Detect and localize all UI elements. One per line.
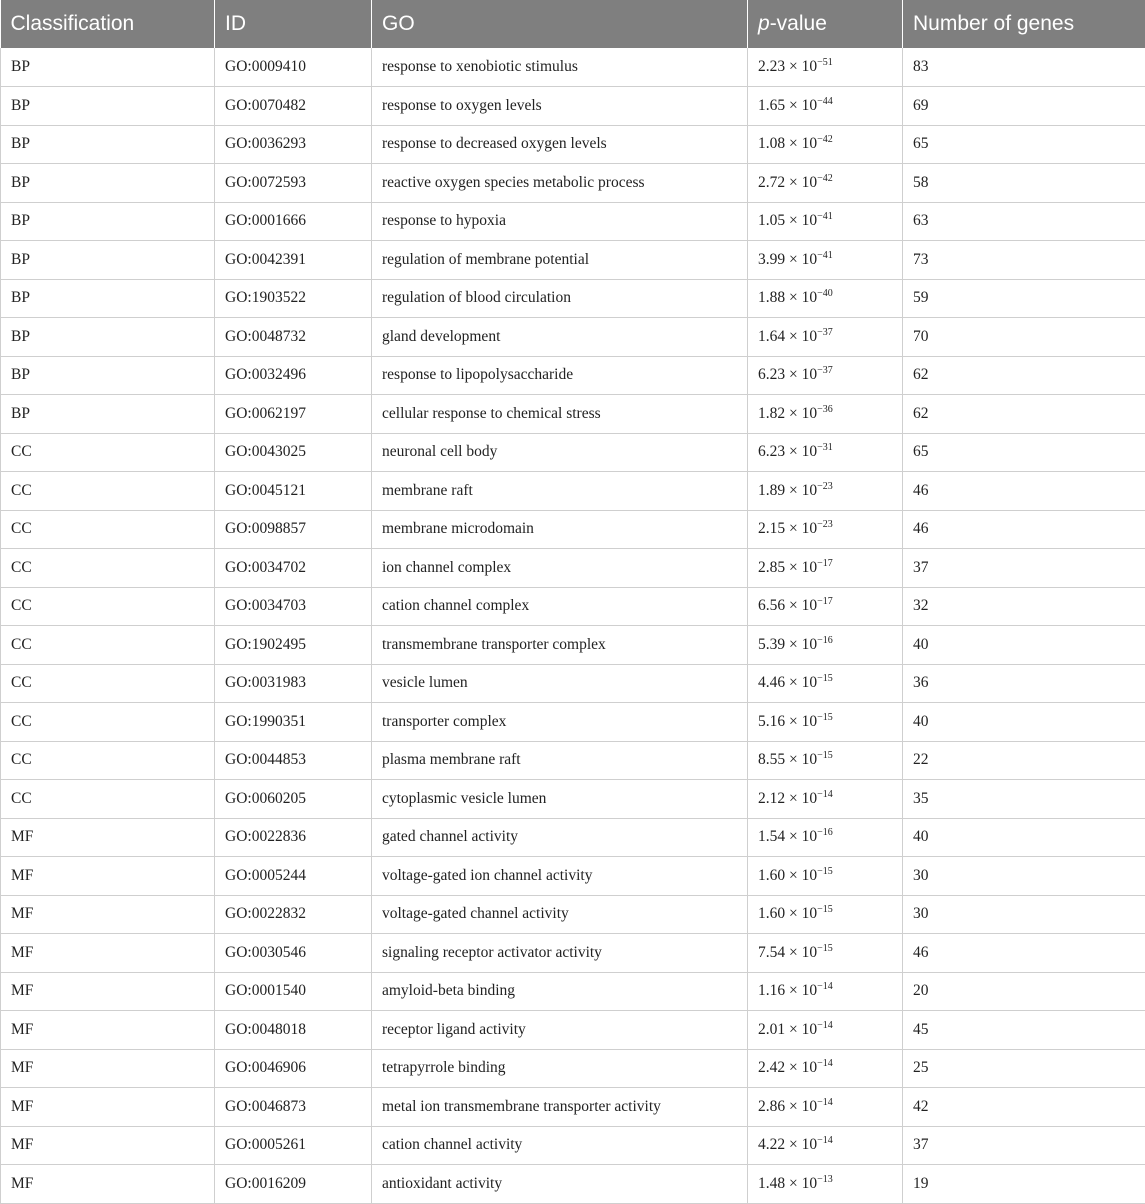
cell-classification: MF bbox=[1, 972, 215, 1011]
cell-number-of-genes: 69 bbox=[903, 87, 1145, 126]
cell-go-term: ion channel complex bbox=[372, 549, 748, 588]
cell-p-value bbox=[748, 241, 903, 280]
cell-p-value bbox=[748, 780, 903, 819]
header-row bbox=[1, 0, 1145, 48]
table-row bbox=[1, 626, 1145, 665]
cell-p-value bbox=[748, 48, 903, 87]
cell-number-of-genes: 36 bbox=[903, 664, 1145, 703]
p-value-exponent: −15 bbox=[817, 673, 833, 684]
p-value-times-ten: × 10 bbox=[789, 1175, 817, 1192]
cell-go-term: cytoplasmic vesicle lumen bbox=[372, 780, 748, 819]
p-value-times-ten: × 10 bbox=[789, 251, 817, 268]
cell-p-value bbox=[748, 1011, 903, 1050]
cell-go-term: voltage-gated channel activity bbox=[372, 895, 748, 934]
p-value-times-ten: × 10 bbox=[789, 674, 817, 691]
cell-p-value bbox=[748, 934, 903, 973]
cell-go-term: signaling receptor activator activity bbox=[372, 934, 748, 973]
p-value-exponent: −14 bbox=[817, 1020, 833, 1031]
cell-id: GO:0042391 bbox=[215, 241, 372, 280]
p-value-exponent: −15 bbox=[817, 712, 833, 723]
cell-id: GO:0032496 bbox=[215, 356, 372, 395]
p-value-exponent: −31 bbox=[817, 442, 833, 453]
p-value-mantissa: 1.54 bbox=[758, 828, 785, 845]
header-p-rest: -value bbox=[770, 12, 827, 35]
cell-number-of-genes: 40 bbox=[903, 703, 1145, 742]
cell-go-term: transporter complex bbox=[372, 703, 748, 742]
cell-id: GO:0046873 bbox=[215, 1088, 372, 1127]
cell-classification: CC bbox=[1, 626, 215, 665]
table-row bbox=[1, 703, 1145, 742]
cell-p-value bbox=[748, 87, 903, 126]
cell-p-value bbox=[748, 1126, 903, 1165]
p-value-exponent: −15 bbox=[817, 943, 833, 954]
header-p-italic: p bbox=[758, 12, 770, 35]
p-value-mantissa: 2.23 bbox=[758, 58, 785, 75]
cell-classification: MF bbox=[1, 1165, 215, 1204]
cell-number-of-genes: 37 bbox=[903, 1126, 1145, 1165]
p-value-exponent: −42 bbox=[817, 173, 833, 184]
p-value-exponent: −14 bbox=[817, 981, 833, 992]
p-value-mantissa: 2.12 bbox=[758, 790, 785, 807]
cell-go-term: membrane microdomain bbox=[372, 510, 748, 549]
p-value-times-ten: × 10 bbox=[789, 1136, 817, 1153]
cell-p-value bbox=[748, 664, 903, 703]
cell-number-of-genes: 63 bbox=[903, 202, 1145, 241]
p-value-mantissa: 1.60 bbox=[758, 867, 785, 884]
cell-id: GO:0072593 bbox=[215, 164, 372, 203]
cell-number-of-genes: 20 bbox=[903, 972, 1145, 1011]
cell-go-term: reactive oxygen species metabolic process bbox=[372, 164, 748, 203]
p-value-exponent: −15 bbox=[817, 866, 833, 877]
table-row bbox=[1, 934, 1145, 973]
p-value-mantissa: 2.85 bbox=[758, 559, 785, 576]
p-value-times-ten: × 10 bbox=[789, 212, 817, 229]
p-value-times-ten: × 10 bbox=[789, 135, 817, 152]
cell-p-value bbox=[748, 587, 903, 626]
cell-id: GO:0034702 bbox=[215, 549, 372, 588]
p-value-mantissa: 3.99 bbox=[758, 251, 785, 268]
cell-p-value bbox=[748, 626, 903, 665]
cell-go-term: cation channel complex bbox=[372, 587, 748, 626]
cell-classification: BP bbox=[1, 356, 215, 395]
cell-number-of-genes: 42 bbox=[903, 1088, 1145, 1127]
p-value-mantissa: 1.16 bbox=[758, 982, 785, 999]
cell-id: GO:0070482 bbox=[215, 87, 372, 126]
p-value-mantissa: 1.60 bbox=[758, 905, 785, 922]
cell-number-of-genes: 59 bbox=[903, 279, 1145, 318]
cell-classification: MF bbox=[1, 857, 215, 896]
cell-classification: CC bbox=[1, 741, 215, 780]
cell-classification: MF bbox=[1, 1011, 215, 1050]
cell-number-of-genes: 32 bbox=[903, 587, 1145, 626]
cell-number-of-genes: 40 bbox=[903, 818, 1145, 857]
cell-p-value bbox=[748, 395, 903, 434]
cell-p-value bbox=[748, 1165, 903, 1204]
cell-id: GO:0098857 bbox=[215, 510, 372, 549]
cell-classification: BP bbox=[1, 395, 215, 434]
p-value-times-ten: × 10 bbox=[789, 482, 817, 499]
p-value-exponent: −41 bbox=[817, 211, 833, 222]
cell-id: GO:1903522 bbox=[215, 279, 372, 318]
cell-classification: CC bbox=[1, 433, 215, 472]
cell-id: GO:0062197 bbox=[215, 395, 372, 434]
cell-p-value bbox=[748, 202, 903, 241]
cell-number-of-genes: 62 bbox=[903, 356, 1145, 395]
cell-classification: BP bbox=[1, 48, 215, 87]
table-row bbox=[1, 318, 1145, 357]
cell-go-term: plasma membrane raft bbox=[372, 741, 748, 780]
cell-go-term: gland development bbox=[372, 318, 748, 357]
cell-p-value bbox=[748, 433, 903, 472]
cell-number-of-genes: 30 bbox=[903, 895, 1145, 934]
cell-go-term: cation channel activity bbox=[372, 1126, 748, 1165]
p-value-times-ten: × 10 bbox=[789, 1021, 817, 1038]
table-row bbox=[1, 1011, 1145, 1050]
p-value-mantissa: 1.89 bbox=[758, 482, 785, 499]
cell-number-of-genes: 65 bbox=[903, 125, 1145, 164]
cell-id: GO:0022836 bbox=[215, 818, 372, 857]
table-row bbox=[1, 433, 1145, 472]
cell-go-term: regulation of membrane potential bbox=[372, 241, 748, 280]
cell-classification: MF bbox=[1, 1126, 215, 1165]
table-row bbox=[1, 164, 1145, 203]
p-value-mantissa: 4.22 bbox=[758, 1136, 785, 1153]
cell-p-value bbox=[748, 125, 903, 164]
cell-go-term: response to oxygen levels bbox=[372, 87, 748, 126]
cell-id: GO:0036293 bbox=[215, 125, 372, 164]
cell-classification: MF bbox=[1, 895, 215, 934]
table-row bbox=[1, 549, 1145, 588]
p-value-mantissa: 6.56 bbox=[758, 597, 785, 614]
cell-p-value bbox=[748, 895, 903, 934]
p-value-exponent: −42 bbox=[817, 134, 833, 145]
table-body bbox=[1, 48, 1145, 1203]
cell-p-value bbox=[748, 818, 903, 857]
p-value-mantissa: 2.42 bbox=[758, 1059, 785, 1076]
cell-id: GO:0044853 bbox=[215, 741, 372, 780]
p-value-times-ten: × 10 bbox=[789, 982, 817, 999]
cell-go-term: transmembrane transporter complex bbox=[372, 626, 748, 665]
table-row bbox=[1, 1165, 1145, 1204]
p-value-times-ten: × 10 bbox=[789, 751, 817, 768]
cell-go-term: gated channel activity bbox=[372, 818, 748, 857]
cell-number-of-genes: 73 bbox=[903, 241, 1145, 280]
cell-id: GO:0016209 bbox=[215, 1165, 372, 1204]
cell-id: GO:0045121 bbox=[215, 472, 372, 511]
p-value-times-ten: × 10 bbox=[789, 366, 817, 383]
cell-id: GO:1990351 bbox=[215, 703, 372, 742]
cell-number-of-genes: 65 bbox=[903, 433, 1145, 472]
cell-classification: CC bbox=[1, 587, 215, 626]
p-value-exponent: −37 bbox=[817, 365, 833, 376]
p-value-exponent: −23 bbox=[817, 519, 833, 530]
header-classification: Classification bbox=[1, 0, 215, 48]
p-value-exponent: −17 bbox=[817, 558, 833, 569]
table-row bbox=[1, 202, 1145, 241]
cell-go-term: neuronal cell body bbox=[372, 433, 748, 472]
cell-number-of-genes: 46 bbox=[903, 510, 1145, 549]
header-number-of-genes: Number of genes bbox=[903, 0, 1145, 48]
p-value-mantissa: 7.54 bbox=[758, 944, 785, 961]
p-value-mantissa: 1.05 bbox=[758, 212, 785, 229]
cell-go-term: response to decreased oxygen levels bbox=[372, 125, 748, 164]
p-value-times-ten: × 10 bbox=[789, 1059, 817, 1076]
table-row bbox=[1, 741, 1145, 780]
p-value-mantissa: 2.86 bbox=[758, 1098, 785, 1115]
table-row bbox=[1, 664, 1145, 703]
p-value-exponent: −16 bbox=[817, 827, 833, 838]
p-value-times-ten: × 10 bbox=[789, 405, 817, 422]
table-header bbox=[1, 0, 1145, 48]
cell-number-of-genes: 35 bbox=[903, 780, 1145, 819]
cell-classification: CC bbox=[1, 664, 215, 703]
cell-id: GO:0022832 bbox=[215, 895, 372, 934]
cell-number-of-genes: 62 bbox=[903, 395, 1145, 434]
cell-number-of-genes: 83 bbox=[903, 48, 1145, 87]
cell-p-value bbox=[748, 164, 903, 203]
cell-id: GO:0001666 bbox=[215, 202, 372, 241]
p-value-mantissa: 8.55 bbox=[758, 751, 785, 768]
cell-number-of-genes: 19 bbox=[903, 1165, 1145, 1204]
p-value-mantissa: 2.01 bbox=[758, 1021, 785, 1038]
p-value-exponent: −15 bbox=[817, 904, 833, 915]
cell-classification: BP bbox=[1, 279, 215, 318]
cell-classification: BP bbox=[1, 202, 215, 241]
table-row bbox=[1, 780, 1145, 819]
table-row bbox=[1, 972, 1145, 1011]
table-row bbox=[1, 279, 1145, 318]
p-value-times-ten: × 10 bbox=[789, 713, 817, 730]
p-value-mantissa: 4.46 bbox=[758, 674, 785, 691]
cell-number-of-genes: 46 bbox=[903, 472, 1145, 511]
p-value-times-ten: × 10 bbox=[789, 520, 817, 537]
cell-id: GO:0048732 bbox=[215, 318, 372, 357]
p-value-mantissa: 5.39 bbox=[758, 636, 785, 653]
table-row bbox=[1, 125, 1145, 164]
cell-number-of-genes: 22 bbox=[903, 741, 1145, 780]
p-value-times-ten: × 10 bbox=[789, 443, 817, 460]
header-id: ID bbox=[215, 0, 372, 48]
p-value-mantissa: 2.15 bbox=[758, 520, 785, 537]
p-value-times-ten: × 10 bbox=[789, 97, 817, 114]
p-value-mantissa: 6.23 bbox=[758, 443, 785, 460]
cell-go-term: vesicle lumen bbox=[372, 664, 748, 703]
cell-number-of-genes: 58 bbox=[903, 164, 1145, 203]
p-value-exponent: −36 bbox=[817, 404, 833, 415]
p-value-mantissa: 6.23 bbox=[758, 366, 785, 383]
table-row bbox=[1, 87, 1145, 126]
cell-p-value bbox=[748, 356, 903, 395]
cell-p-value bbox=[748, 1049, 903, 1088]
p-value-times-ten: × 10 bbox=[789, 559, 817, 576]
cell-id: GO:0048018 bbox=[215, 1011, 372, 1050]
cell-number-of-genes: 40 bbox=[903, 626, 1145, 665]
p-value-mantissa: 1.64 bbox=[758, 328, 785, 345]
cell-id: GO:1902495 bbox=[215, 626, 372, 665]
p-value-exponent: −37 bbox=[817, 327, 833, 338]
p-value-mantissa: 1.48 bbox=[758, 1175, 785, 1192]
p-value-times-ten: × 10 bbox=[789, 174, 817, 191]
table-row bbox=[1, 857, 1145, 896]
cell-number-of-genes: 45 bbox=[903, 1011, 1145, 1050]
cell-id: GO:0005244 bbox=[215, 857, 372, 896]
cell-p-value bbox=[748, 318, 903, 357]
cell-go-term: voltage-gated ion channel activity bbox=[372, 857, 748, 896]
p-value-times-ten: × 10 bbox=[789, 289, 817, 306]
cell-number-of-genes: 25 bbox=[903, 1049, 1145, 1088]
cell-id: GO:0001540 bbox=[215, 972, 372, 1011]
table-row bbox=[1, 1049, 1145, 1088]
cell-classification: CC bbox=[1, 472, 215, 511]
cell-id: GO:0043025 bbox=[215, 433, 372, 472]
p-value-exponent: −14 bbox=[817, 1097, 833, 1108]
table-row bbox=[1, 395, 1145, 434]
p-value-mantissa: 1.88 bbox=[758, 289, 785, 306]
cell-classification: BP bbox=[1, 125, 215, 164]
p-value-exponent: −13 bbox=[817, 1174, 833, 1185]
p-value-exponent: −16 bbox=[817, 635, 833, 646]
table-row bbox=[1, 1126, 1145, 1165]
p-value-times-ten: × 10 bbox=[789, 944, 817, 961]
table-row bbox=[1, 895, 1145, 934]
cell-classification: MF bbox=[1, 1049, 215, 1088]
p-value-exponent: −17 bbox=[817, 596, 833, 607]
cell-id: GO:0009410 bbox=[215, 48, 372, 87]
cell-classification: MF bbox=[1, 1088, 215, 1127]
p-value-exponent: −14 bbox=[817, 789, 833, 800]
p-value-exponent: −14 bbox=[817, 1058, 833, 1069]
table-row bbox=[1, 510, 1145, 549]
cell-p-value bbox=[748, 279, 903, 318]
cell-id: GO:0060205 bbox=[215, 780, 372, 819]
table-row bbox=[1, 587, 1145, 626]
cell-go-term: membrane raft bbox=[372, 472, 748, 511]
cell-go-term: receptor ligand activity bbox=[372, 1011, 748, 1050]
cell-p-value bbox=[748, 972, 903, 1011]
p-value-times-ten: × 10 bbox=[789, 636, 817, 653]
cell-go-term: metal ion transmembrane transporter activity bbox=[372, 1088, 748, 1127]
cell-classification: BP bbox=[1, 318, 215, 357]
p-value-exponent: −51 bbox=[817, 57, 833, 68]
table-row bbox=[1, 818, 1145, 857]
cell-classification: BP bbox=[1, 87, 215, 126]
p-value-times-ten: × 10 bbox=[789, 58, 817, 75]
cell-go-term: antioxidant activity bbox=[372, 1165, 748, 1204]
cell-p-value bbox=[748, 472, 903, 511]
cell-id: GO:0034703 bbox=[215, 587, 372, 626]
cell-number-of-genes: 30 bbox=[903, 857, 1145, 896]
cell-number-of-genes: 46 bbox=[903, 934, 1145, 973]
cell-p-value bbox=[748, 741, 903, 780]
p-value-mantissa: 2.72 bbox=[758, 174, 785, 191]
p-value-times-ten: × 10 bbox=[789, 828, 817, 845]
cell-id: GO:0005261 bbox=[215, 1126, 372, 1165]
cell-classification: BP bbox=[1, 164, 215, 203]
cell-p-value bbox=[748, 857, 903, 896]
table-row bbox=[1, 241, 1145, 280]
cell-id: GO:0031983 bbox=[215, 664, 372, 703]
cell-go-term: tetrapyrrole binding bbox=[372, 1049, 748, 1088]
p-value-mantissa: 5.16 bbox=[758, 713, 785, 730]
cell-classification: CC bbox=[1, 510, 215, 549]
p-value-mantissa: 1.82 bbox=[758, 405, 785, 422]
cell-p-value bbox=[748, 1088, 903, 1127]
p-value-exponent: −41 bbox=[817, 250, 833, 261]
p-value-mantissa: 1.65 bbox=[758, 97, 785, 114]
p-value-exponent: −23 bbox=[817, 481, 833, 492]
p-value-exponent: −14 bbox=[817, 1135, 833, 1146]
p-value-exponent: −40 bbox=[817, 288, 833, 299]
p-value-exponent: −44 bbox=[817, 96, 833, 107]
cell-go-term: regulation of blood circulation bbox=[372, 279, 748, 318]
table-row bbox=[1, 472, 1145, 511]
p-value-times-ten: × 10 bbox=[789, 790, 817, 807]
cell-classification: CC bbox=[1, 703, 215, 742]
p-value-times-ten: × 10 bbox=[789, 867, 817, 884]
header-go: GO bbox=[372, 0, 748, 48]
p-value-times-ten: × 10 bbox=[789, 1098, 817, 1115]
table-row bbox=[1, 1088, 1145, 1127]
header-p-value bbox=[748, 0, 903, 48]
cell-p-value bbox=[748, 549, 903, 588]
table-row bbox=[1, 356, 1145, 395]
cell-number-of-genes: 37 bbox=[903, 549, 1145, 588]
cell-classification: CC bbox=[1, 780, 215, 819]
p-value-mantissa: 1.08 bbox=[758, 135, 785, 152]
p-value-exponent: −15 bbox=[817, 750, 833, 761]
cell-id: GO:0030546 bbox=[215, 934, 372, 973]
cell-classification: CC bbox=[1, 549, 215, 588]
cell-classification: MF bbox=[1, 818, 215, 857]
cell-id: GO:0046906 bbox=[215, 1049, 372, 1088]
p-value-times-ten: × 10 bbox=[789, 597, 817, 614]
cell-go-term: response to hypoxia bbox=[372, 202, 748, 241]
cell-number-of-genes: 70 bbox=[903, 318, 1145, 357]
table-row bbox=[1, 48, 1145, 87]
cell-go-term: cellular response to chemical stress bbox=[372, 395, 748, 434]
p-value-times-ten: × 10 bbox=[789, 905, 817, 922]
cell-go-term: response to lipopolysaccharide bbox=[372, 356, 748, 395]
cell-go-term: response to xenobiotic stimulus bbox=[372, 48, 748, 87]
cell-go-term: amyloid-beta binding bbox=[372, 972, 748, 1011]
p-value-times-ten: × 10 bbox=[789, 328, 817, 345]
cell-p-value bbox=[748, 703, 903, 742]
cell-classification: BP bbox=[1, 241, 215, 280]
cell-classification: MF bbox=[1, 934, 215, 973]
cell-p-value bbox=[748, 510, 903, 549]
